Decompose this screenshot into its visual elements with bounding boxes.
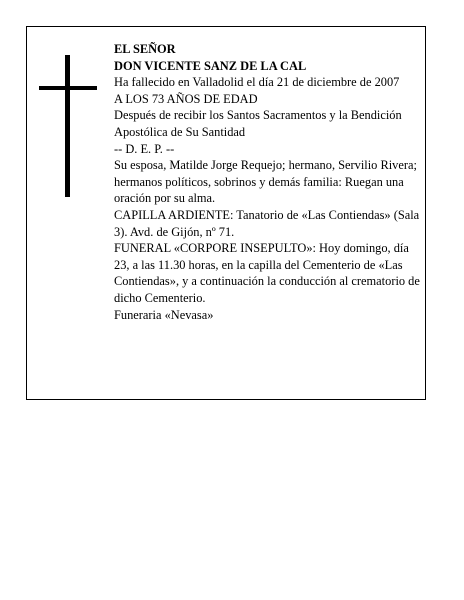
family-statement: Su esposa, Matilde Jorge Requejo; hermano, Servilio Rivera; hermanos políticos, sobrinos y demás familia: Ruegan una oración por su alma. (114, 158, 417, 206)
obituary-text (114, 41, 426, 323)
death-statement: Ha fallecido en Valladolid el día 21 de diciembre de 2007 (114, 75, 400, 90)
cross-icon (39, 55, 97, 197)
obituary-notice (26, 26, 426, 400)
cross-horizontal-bar (39, 86, 97, 90)
funeral-statement: FUNERAL «CORPORE INSEPULTO»: Hoy domingo, día 23, a las 11.30 horas, en la capilla del Cementerio de «Las Contiendas», y a continuación la conducción al crematorio de dicho Cementerio. (114, 241, 420, 305)
deceased-title: EL SEÑOR (114, 42, 176, 56)
deceased-name: DON VICENTE SANZ DE LA CAL (114, 58, 307, 73)
age-statement: A LOS 73 AÑOS DE EDAD (114, 91, 258, 106)
sacraments-statement: Después de recibir los Santos Sacramentos y la Bendición Apostólica de Su Santidad (114, 108, 402, 139)
cross-vertical-bar (65, 55, 70, 197)
rip-statement: -- D. E. P. -- (114, 141, 175, 156)
chapel-statement: CAPILLA ARDIENTE: Tanatorio de «Las Contiendas» (Sala 3). Avd. de Gijón, nº 71. (114, 207, 420, 239)
funeral-home: Funeraria «Nevasa» (114, 307, 214, 322)
